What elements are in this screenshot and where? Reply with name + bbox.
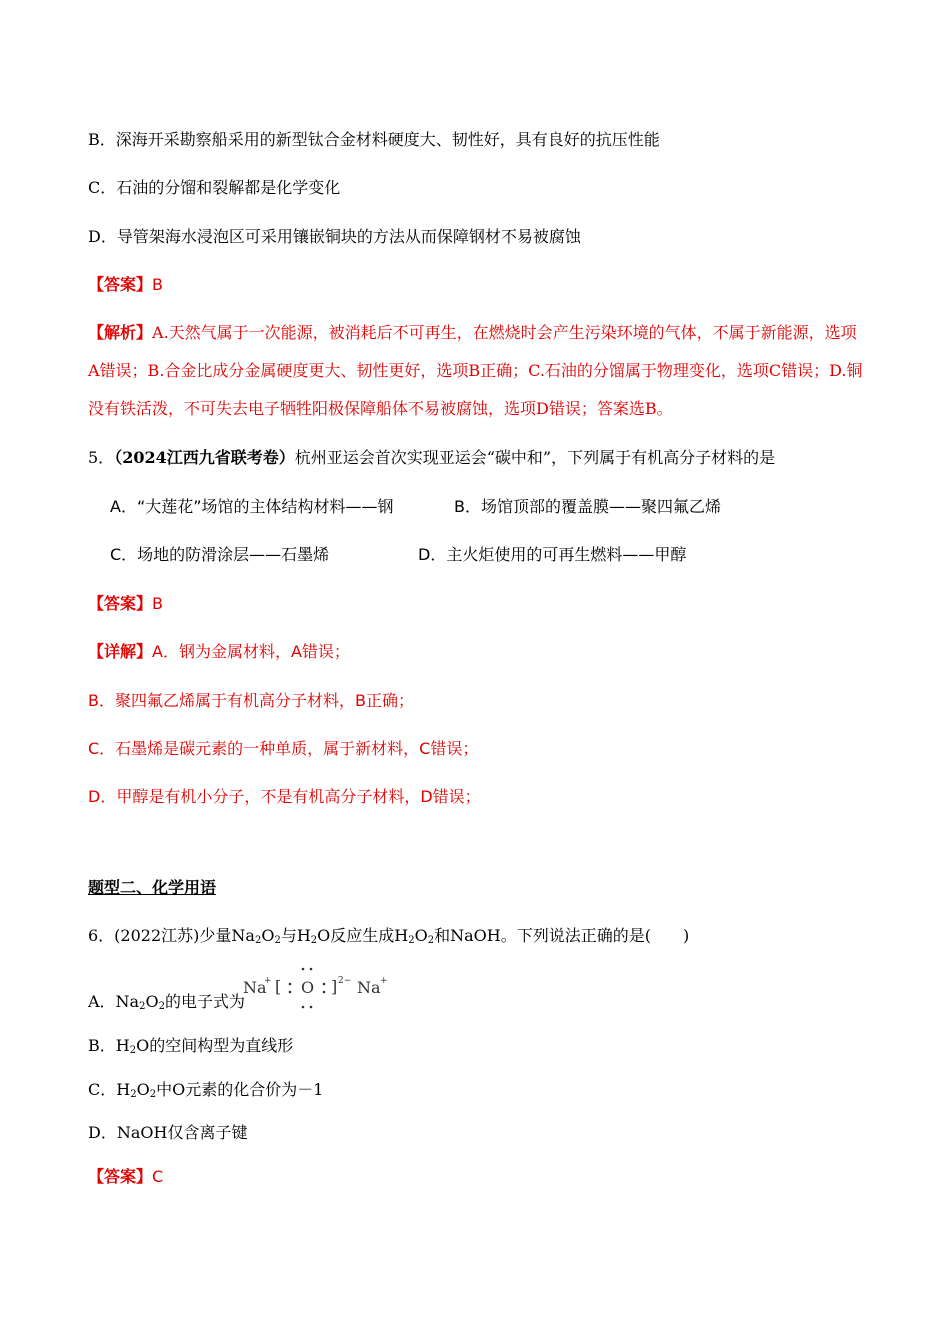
q4-answer [88,275,910,295]
electron-formula-image [243,962,403,1010]
q4-option-d: D．导管架海水浸泡区可采用镶嵌铜块的方法从而保障钢材不易被腐蚀 [88,227,581,246]
oxygen-symbol: O [301,978,315,997]
answer-tag: 【答案】 [88,275,153,294]
subscript: 2 [427,935,435,946]
detail-a-text: A．钢为金属材料，A错误； [152,642,350,661]
section-heading [88,878,910,898]
q6-option-a-part: A．Na [88,992,140,1011]
q6-stem-part: O反应生成H [317,926,409,945]
q6-stem-part: 与H [280,926,311,945]
q6-option-a-part: O [145,992,159,1011]
q6-stem-part: 和NaOH。下列说法正确的是( ) [434,926,690,945]
q5-option-c: C．场地的防滑涂层——石墨烯 [110,545,330,564]
q5-option-a: A．“大莲花”场馆的主体结构材料——钢 [110,497,394,516]
detail-tag: 【详解】 [88,642,153,661]
q5-detail-a [88,642,910,662]
q6-option-b [88,1036,910,1056]
subscript: 2 [129,1045,137,1056]
subscript: 2 [130,1089,137,1100]
answer-value: B [152,594,163,613]
q6-stem-part: O [414,926,428,945]
subscript: 2 [149,1089,157,1100]
sodium-charge-left: + [264,976,272,986]
subscript: 2 [274,935,281,946]
sodium-ion-right: Na [357,978,381,997]
q5-detail-d: D．甲醇是有机小分子，不是有机高分子材料，D错误； [88,787,481,806]
q6-option-d: D．NaOH仅含离子键 [88,1123,248,1142]
q5-detail-c: C．石墨烯是碳元素的一种单质，属于新材料，C错误； [88,739,479,758]
sodium-charge-right: + [380,976,388,986]
q5-stem-text: 杭州亚运会首次实现亚运会“碳中和”，下列属于有机高分子材料的是 [294,448,776,467]
answer-value: B [152,275,163,294]
subscript: 2 [408,935,415,946]
q5-number: 5． [88,448,115,467]
q6-option-c-part: C．H [88,1080,131,1099]
peroxide-charge: 2− [338,976,352,986]
q6-option-c [88,1080,910,1100]
q5-detail-b: B．聚四氟乙烯属于有机高分子材料，B正确； [88,691,414,710]
analysis-tag: 【解析】 [88,323,153,342]
q5-answer [88,594,910,614]
q5-source: （2024江西九省联考卷） [114,448,295,467]
q6-stem-part: 6．(2022江苏)少量Na [88,926,255,945]
q5-option-b: B．场馆顶部的覆盖膜——聚四氟乙烯 [454,497,721,516]
q6-option-b-part: O的空间构型为直线形 [136,1036,294,1055]
sodium-ion-left: Na [243,978,267,997]
left-bracket: [ [275,977,282,996]
q4-option-b: B．深海开采勘察船采用的新型钛合金材料硬度大、韧性好，具有良好的抗压性能 [88,130,660,149]
subscript: 2 [254,935,262,946]
q6-option-b-part: B．H [88,1036,130,1055]
q4-analysis [88,314,868,428]
q6-stem-part: O [261,926,275,945]
q6-option-c-part: O [136,1080,150,1099]
q5-option-d: D．主火炬使用的可再生燃料——甲醇 [418,545,687,564]
answer-tag: 【答案】 [88,1167,153,1186]
q6-answer [88,1167,910,1187]
subscript: 2 [310,935,318,946]
q6-option-a [88,992,910,1012]
analysis-text: A.天然气属于一次能源，被消耗后不可再生，在燃烧时会产生污染环境的气体，不属于新能源，选项A错误；B.合金比成分金属硬度更大、韧性更好，选项B正确；C.石油的分馏属于物理变化，选项C错误；D.铜没有铁活泼，不可失去电子牺牲阳极保障船体不易被腐蚀，选项D错误；答案选B。 [88,323,863,418]
q4-option-c: C．石油的分馏和裂解都是化学变化 [88,178,341,197]
q6-option-c-part: 中O元素的化合价为－1 [156,1080,324,1099]
right-bracket: ] [331,977,338,996]
answer-value: C [152,1167,164,1186]
subscript: 2 [158,1001,165,1012]
q5-stem [88,448,910,468]
section-heading-text: 题型二、化学用语 [88,878,217,897]
subscript: 2 [139,1001,146,1012]
q6-stem [88,926,910,946]
answer-tag: 【答案】 [88,594,153,613]
q6-option-a-part: 的电子式为 [164,992,245,1011]
